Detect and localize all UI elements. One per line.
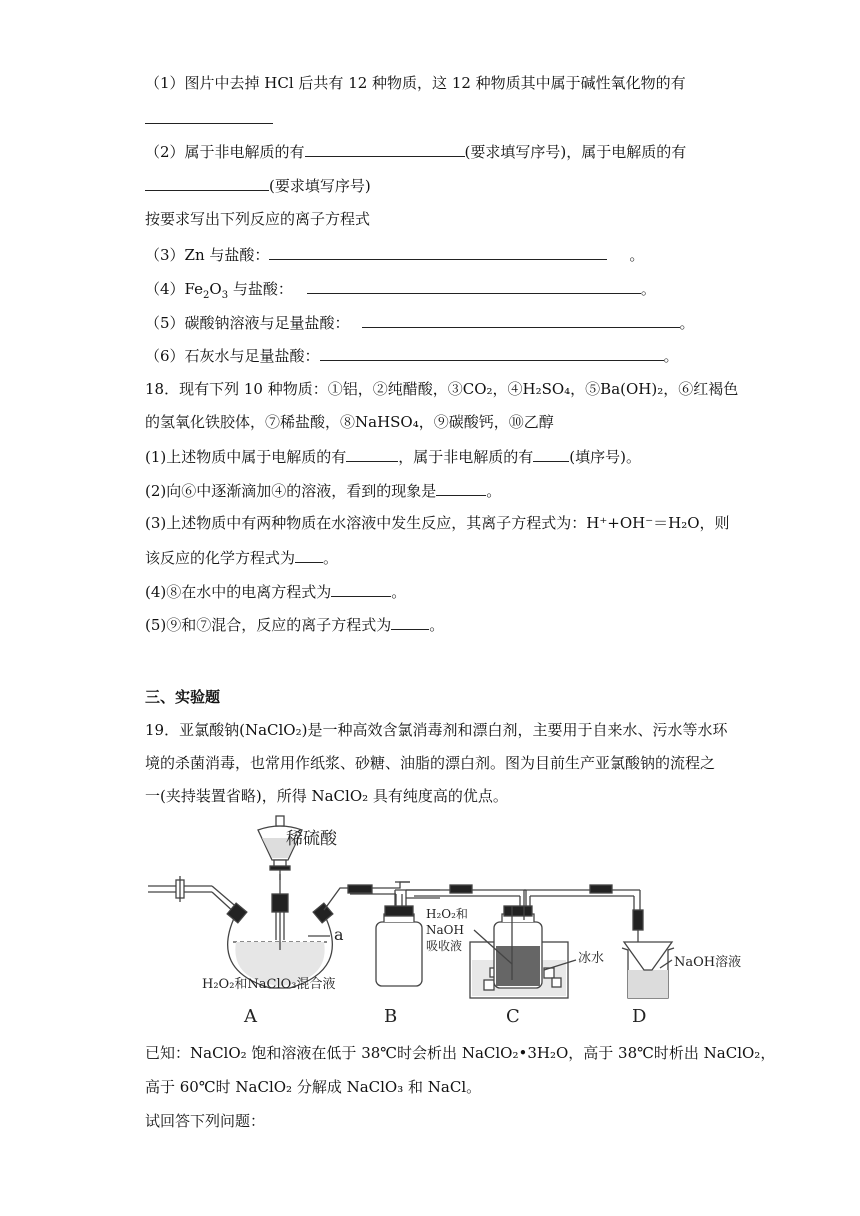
apparatus-diagram: [140, 810, 780, 1030]
answer-blank[interactable]: [331, 581, 391, 597]
label-c-line1: H₂O₂和: [426, 907, 468, 921]
answer-blank[interactable]: [305, 141, 465, 157]
label-dilute-acid: 稀硫酸: [286, 829, 337, 849]
q18-sub4: (4)⑧在水中的电离方程式为 。: [145, 583, 407, 601]
answer-blank[interactable]: [436, 480, 486, 496]
answer-blank[interactable]: [533, 446, 569, 462]
q18-stem-line1: 18．现有下列 10 种物质：①铝，②纯醋酸，③CO₂，④H₂SO₄，⑤Ba(OH)₂，⑥红褐色: [145, 380, 739, 398]
q19-stem-line2: 境的杀菌消毒，也常用作纸浆、砂糖、油脂的漂白剂。图为目前生产亚氯酸钠的流程之: [145, 754, 716, 772]
letter-a: A: [244, 1006, 257, 1027]
q17-intro: 按要求写出下列反应的离子方程式: [145, 210, 371, 228]
q18-sub3-cont: 该反应的化学方程式为 。: [145, 549, 339, 567]
q19-stem-line1: 19．亚氯酸钠(NaClO₂)是一种高效含氯消毒剂和漂白剂，主要用于自来水、污水等水环: [145, 721, 728, 739]
section-title: 三、实验题: [145, 688, 221, 706]
answer-blank[interactable]: [269, 244, 607, 260]
answer-blank[interactable]: [362, 312, 680, 328]
q18-sub2: (2)向⑥中逐渐滴加④的溶液，看到的现象是 。: [145, 482, 502, 500]
letter-c: C: [506, 1006, 520, 1027]
q18-sub1: (1)上述物质中属于电解质的有 ，属于非电解质的有 (填序号)。: [145, 448, 641, 466]
q19-known-line1: 已知：NaClO₂ 饱和溶液在低于 38℃时会析出 NaClO₂•3H₂O，高于 38℃时析出 NaClO₂，: [145, 1044, 776, 1062]
q17-part3: （3）Zn 与盐酸： 。: [145, 246, 645, 264]
label-c-line2: NaOH: [426, 923, 464, 937]
label-mixture: H₂O₂和NaClO₃混合液: [202, 977, 336, 992]
answer-blank[interactable]: [307, 278, 641, 294]
q19-stem-line3: 一(夹持装置省略)，所得 NaClO₂ 具有纯度高的优点。: [145, 787, 508, 805]
label-a: a: [334, 925, 344, 944]
answer-blank[interactable]: [295, 547, 323, 563]
q17-part1-answer[interactable]: [145, 108, 273, 129]
answer-blank[interactable]: [346, 446, 398, 462]
q19-ask: 试回答下列问题：: [145, 1112, 266, 1130]
q18-stem-line2: 的氢氧化铁胶体，⑦稀盐酸，⑧NaHSO₄，⑨碳酸钙，⑩乙醇: [145, 413, 554, 431]
answer-blank[interactable]: [320, 345, 664, 361]
letter-b: B: [384, 1006, 398, 1027]
q18-sub3: (3)上述物质中有两种物质在水溶液中发生反应，其离子方程式为：H⁺+OH⁻＝H₂O，则: [145, 514, 730, 532]
label-c-line3: 吸收液: [426, 939, 463, 953]
q17-part1: （1）图片中去掉 HCl 后共有 12 种物质，这 12 种物质其中属于碱性氧化物的有: [145, 74, 686, 92]
q17-part5: （5）碳酸钠溶液与足量盐酸： 。: [145, 314, 695, 332]
letter-d: D: [632, 1006, 647, 1027]
answer-blank[interactable]: [391, 614, 429, 630]
q17-part2-cont: (要求填写序号): [145, 175, 371, 196]
q17-part6: （6）石灰水与足量盐酸： 。: [145, 347, 679, 365]
answer-blank[interactable]: [145, 175, 269, 191]
q17-part2: （2）属于非电解质的有 (要求填写序号)，属于电解质的有: [145, 143, 687, 161]
q18-sub5: (5)⑨和⑦混合，反应的离子方程式为 。: [145, 616, 445, 634]
q19-known-line2: 高于 60℃时 NaClO₂ 分解成 NaClO₃ 和 NaCl。: [145, 1078, 482, 1096]
q17-part4: $(4)Fe_2O_3$ 与盐酸： 。: [145, 280, 656, 301]
label-ice-water: 冰水: [578, 951, 605, 966]
label-naoh-solution: NaOH溶液: [674, 955, 742, 970]
